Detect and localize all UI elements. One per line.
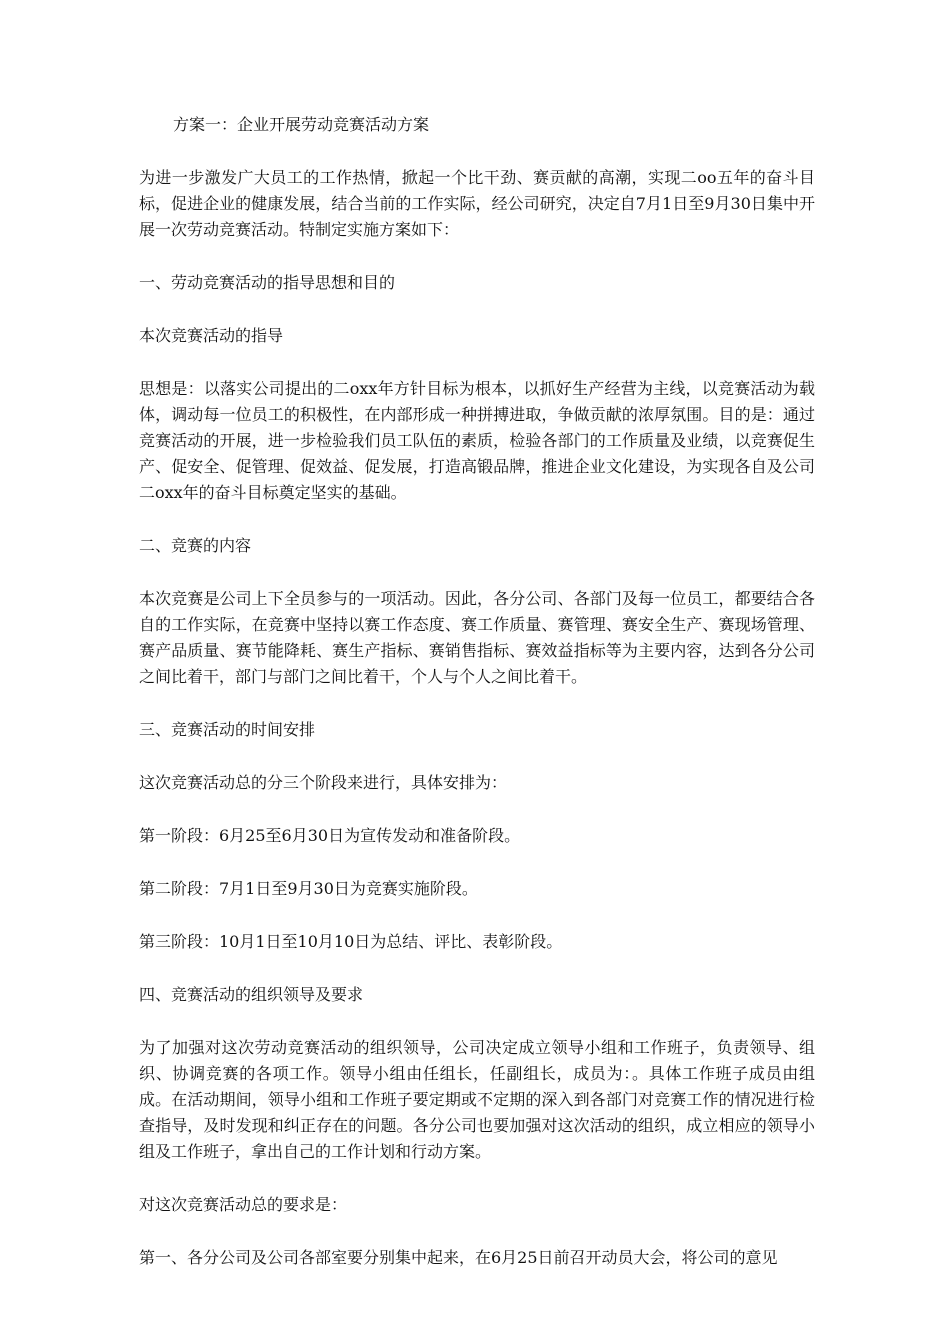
- document-title: 方案一：企业开展劳动竞赛活动方案: [173, 115, 430, 134]
- paragraph-organization: 为了加强对这次劳动竞赛活动的组织领导，公司决定成立领导小组和工作班子，负责领导、组织、协调竞赛的各项工作。领导小组由任组长，任副组长，成员为：。具体工作班子成员由组成。在活动期间，领导小组和工作班子要定期或不定期的深入到各部门对竞赛工作的情况进行检查指导，及时发现和纠正存在的问题。各分公司也要加强对这次活动的组织，成立相应的领导小组及工作班子，拿出自己的工作计划和行动方案。: [139, 1038, 815, 1161]
- paragraph-schedule-intro: 这次竞赛活动总的分三个阶段来进行，具体安排为：: [139, 773, 508, 792]
- section-heading-4: 四、竞赛活动的组织领导及要求: [139, 985, 364, 1004]
- paragraph-phase-3: 第三阶段：10月1日至10月10日为总结、评比、表彰阶段。: [139, 932, 563, 951]
- section-heading-1: 一、劳动竞赛活动的指导思想和目的: [139, 273, 396, 292]
- paragraph-competition-content: 本次竞赛是公司上下全员参与的一项活动。因此，各分公司、各部门及每一位员工，都要结合各自的工作实际，在竞赛中坚持以赛工作态度、赛工作质量、赛管理、赛安全生产、赛现场管理、赛产品质量、赛节能降耗、赛生产指标、赛销售指标、赛效益指标等为主要内容，达到各分公司之间比着干，部门与部门之间比着干，个人与个人之间比着干。: [139, 589, 815, 686]
- document-body: [139, 112, 815, 1298]
- paragraph-phase-1: 第一阶段：6月25至6月30日为宣传发动和准备阶段。: [139, 826, 521, 845]
- paragraph-guidance: 本次竞赛活动的指导: [139, 326, 284, 345]
- section-heading-2: 二、竞赛的内容: [139, 536, 252, 555]
- paragraph-phase-2: 第二阶段：7月1日至9月30日为竞赛实施阶段。: [139, 879, 478, 898]
- paragraph-guiding-ideology: 思想是：以落实公司提出的二oxx年方针目标为根本，以抓好生产经营为主线，以竞赛活动为载体，调动每一位员工的积极性，在内部形成一种拼搏进取，争做贡献的浓厚氛围。目的是：通过竞赛活动的开展，进一步检验我们员工队伍的素质，检验各部门的工作质量及业绩，以竞赛促生产、促安全、促管理、促效益、促发展，打造高锻品牌，推进企业文化建设，为实现各自及公司二oxx年的奋斗目标奠定坚实的基础。: [139, 379, 815, 502]
- paragraph-intro: 为进一步激发广大员工的工作热情，掀起一个比干劲、赛贡献的高潮，实现二oo五年的奋斗目标，促进企业的健康发展，结合当前的工作实际，经公司研究，决定自7月1日至9月30日集中开展一次劳动竞赛活动。特制定实施方案如下：: [139, 168, 815, 239]
- paragraph-requirement-1: 第一、各分公司及公司各部室要分别集中起来，在6月25日前召开动员大会，将公司的意见: [139, 1248, 778, 1267]
- section-heading-3: 三、竞赛活动的时间安排: [139, 720, 316, 739]
- paragraph-requirements-intro: 对这次竞赛活动总的要求是：: [139, 1195, 348, 1214]
